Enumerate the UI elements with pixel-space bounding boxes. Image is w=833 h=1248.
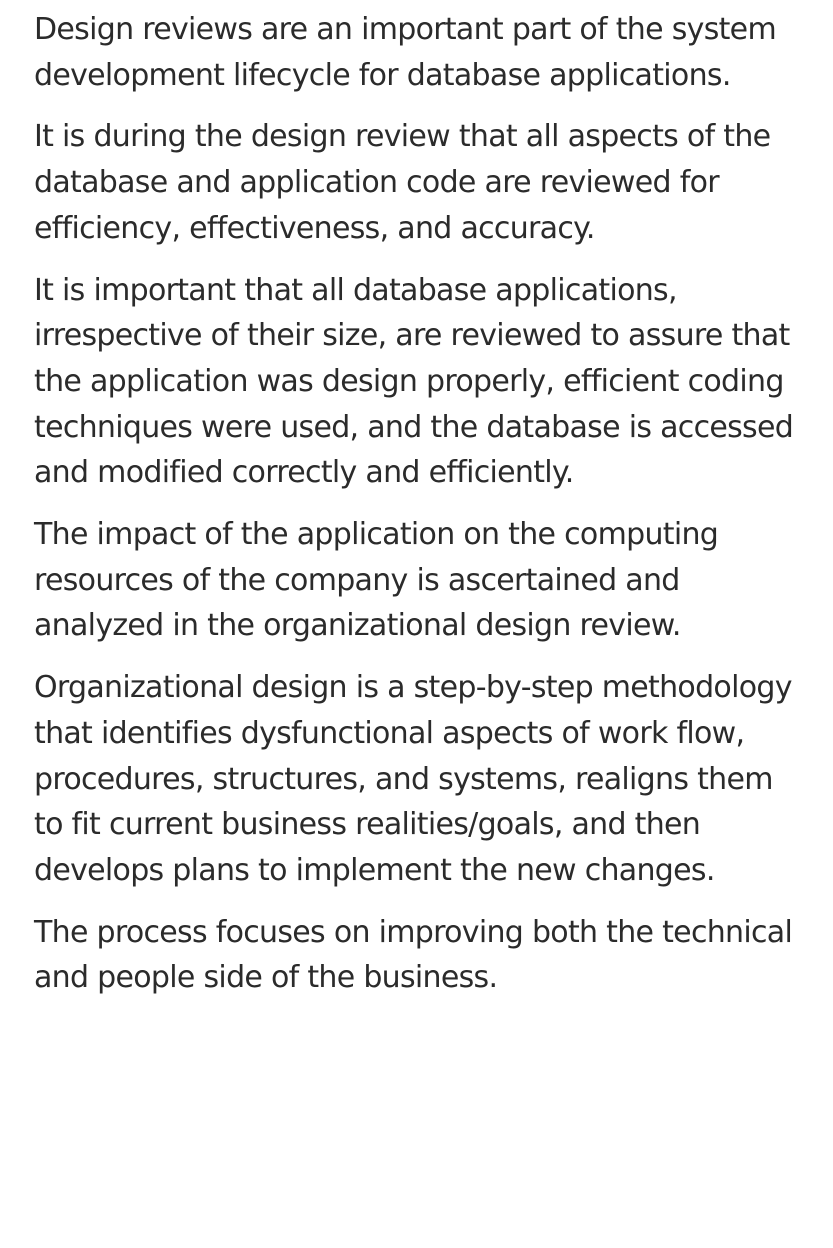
paragraph: It is during the design review that all aspects of the database and application code are reviewed for efficiency, effectiveness, and accuracy. bbox=[34, 119, 771, 246]
paragraph: Organizational design is a step-by-step methodology that identifies dysfunctional aspects of work flow, procedures, structures, and systems, realigns them to fit current business realities/goals, and then develops plans to implement the new changes. bbox=[34, 670, 792, 888]
paragraph: The impact of the application on the computing resources of the company is ascertained and analyzed in the organizational design review. bbox=[34, 517, 719, 644]
paragraph: Design reviews are an important part of the system development lifecycle for database applications. bbox=[34, 12, 776, 93]
answer-text bbox=[34, 7, 794, 1001]
paragraph: It is important that all database applications, irrespective of their size, are reviewed to assure that the application was design properly, efficient coding techniques were used, and the database is accessed and modified correctly and efficiently. bbox=[34, 272, 794, 491]
paragraph: The process focuses on improving both the technical and people side of the business. bbox=[34, 914, 793, 996]
